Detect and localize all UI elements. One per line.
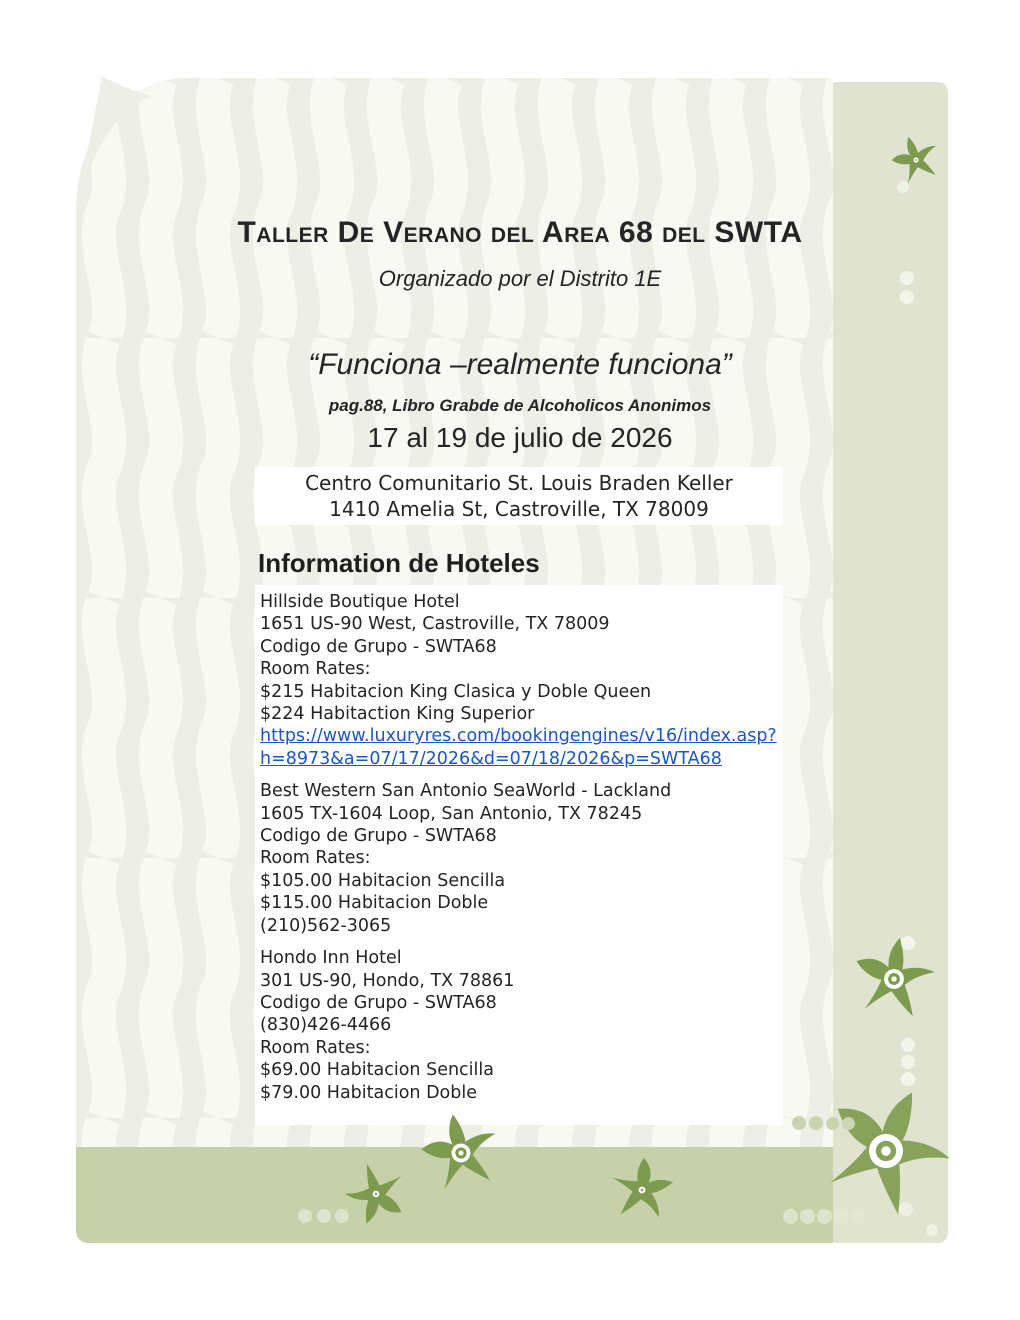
dot-ornament	[899, 1202, 913, 1216]
dot-ornament	[817, 1209, 832, 1224]
flower-icon	[411, 1103, 511, 1203]
hotel-rates-label: Room Rates:	[260, 848, 371, 869]
dot-ornament	[826, 1117, 839, 1130]
hotel-rate: $224 Habitaction King Superior	[260, 704, 535, 725]
hotel-hondo-inn	[260, 947, 783, 1104]
dot-ornament	[800, 1209, 815, 1224]
hotel-phone: (830)426-4466	[260, 1015, 392, 1036]
hotel-rates-label: Room Rates:	[260, 1037, 371, 1058]
dot-ornament	[901, 1055, 915, 1069]
dot-ornament	[298, 1209, 312, 1223]
hotel-phone: (210)562-3065	[260, 915, 392, 936]
hotel-name: Hillside Boutique Hotel	[260, 592, 460, 612]
dot-ornament	[317, 1209, 331, 1223]
dot-ornament	[900, 290, 914, 304]
hotel-best-western	[260, 780, 783, 937]
flower-icon	[844, 929, 943, 1028]
leaf-tip-ornament	[70, 70, 170, 210]
hotel-name: Best Western San Antonio SeaWorld - Lackland	[260, 781, 672, 802]
hotel-group-code: Codigo de Grupo - SWTA68	[260, 636, 497, 657]
dot-ornament	[842, 1117, 855, 1130]
venue-card	[255, 467, 783, 525]
hotel-rate: $69.00 Habitacion Sencilla	[260, 1060, 494, 1081]
venue-address: 1410 Amelia St, Castroville, TX 78009	[329, 497, 709, 521]
page-subtitle: Organizado por el Distrito 1E	[378, 266, 662, 291]
dot-ornament	[335, 1209, 349, 1223]
dot-ornament	[809, 1116, 823, 1130]
hotel-rates-label: Room Rates:	[260, 659, 371, 680]
dot-ornament	[897, 181, 909, 193]
hotel-name: Hondo Inn Hotel	[260, 948, 402, 969]
hotel-address: 1651 US-90 West, Castroville, TX 78009	[260, 614, 610, 635]
hotel-rate: $215 Habitacion King Clasica y Doble Queen	[260, 681, 652, 702]
hotel-group-code: Codigo de Grupo - SWTA68	[260, 992, 497, 1013]
dot-ornament	[900, 271, 914, 285]
hotel-hillside	[260, 591, 783, 770]
dot-ornament	[901, 936, 915, 950]
dot-ornament	[792, 1116, 806, 1130]
dot-ornament	[834, 1209, 849, 1224]
hotels-section-heading: Information de Hoteles	[258, 548, 540, 578]
dot-ornament	[783, 1209, 798, 1224]
quote-text: “Funciona –realmente funciona”	[308, 348, 732, 381]
hotel-rate: $105.00 Habitacion Sencilla	[260, 870, 506, 891]
hotel-address: 301 US-90, Hondo, TX 78861	[260, 970, 515, 991]
hotels-card	[255, 585, 783, 1125]
hotel-rate: $115.00 Habitacion Doble	[260, 893, 489, 914]
venue-name: Centro Comunitario St. Louis Braden Keller	[305, 471, 733, 495]
hotel-rate: $79.00 Habitacion Doble	[260, 1082, 477, 1103]
page-title: Taller De Verano del Area 68 del SWTA	[237, 216, 803, 249]
dot-ornament	[926, 1224, 938, 1236]
event-dates: 17 al 19 de julio de 2026	[367, 422, 673, 453]
dot-ornament	[901, 1072, 915, 1086]
hotel-address: 1605 TX-1604 Loop, San Antonio, TX 78245	[260, 803, 643, 824]
quote-source: pag.88, Libro Grabde de Alcoholicos Anonimos	[328, 396, 712, 415]
booking-link[interactable]: https://www.luxuryres.com/bookingengines/v16/index.asp?h=8973&a=07/17/2026&d=07/18/2026&p=SWTA68	[260, 726, 777, 769]
dot-ornament	[901, 1038, 915, 1052]
hotel-group-code: Codigo de Grupo - SWTA68	[260, 826, 497, 847]
dot-ornament	[850, 1209, 865, 1224]
